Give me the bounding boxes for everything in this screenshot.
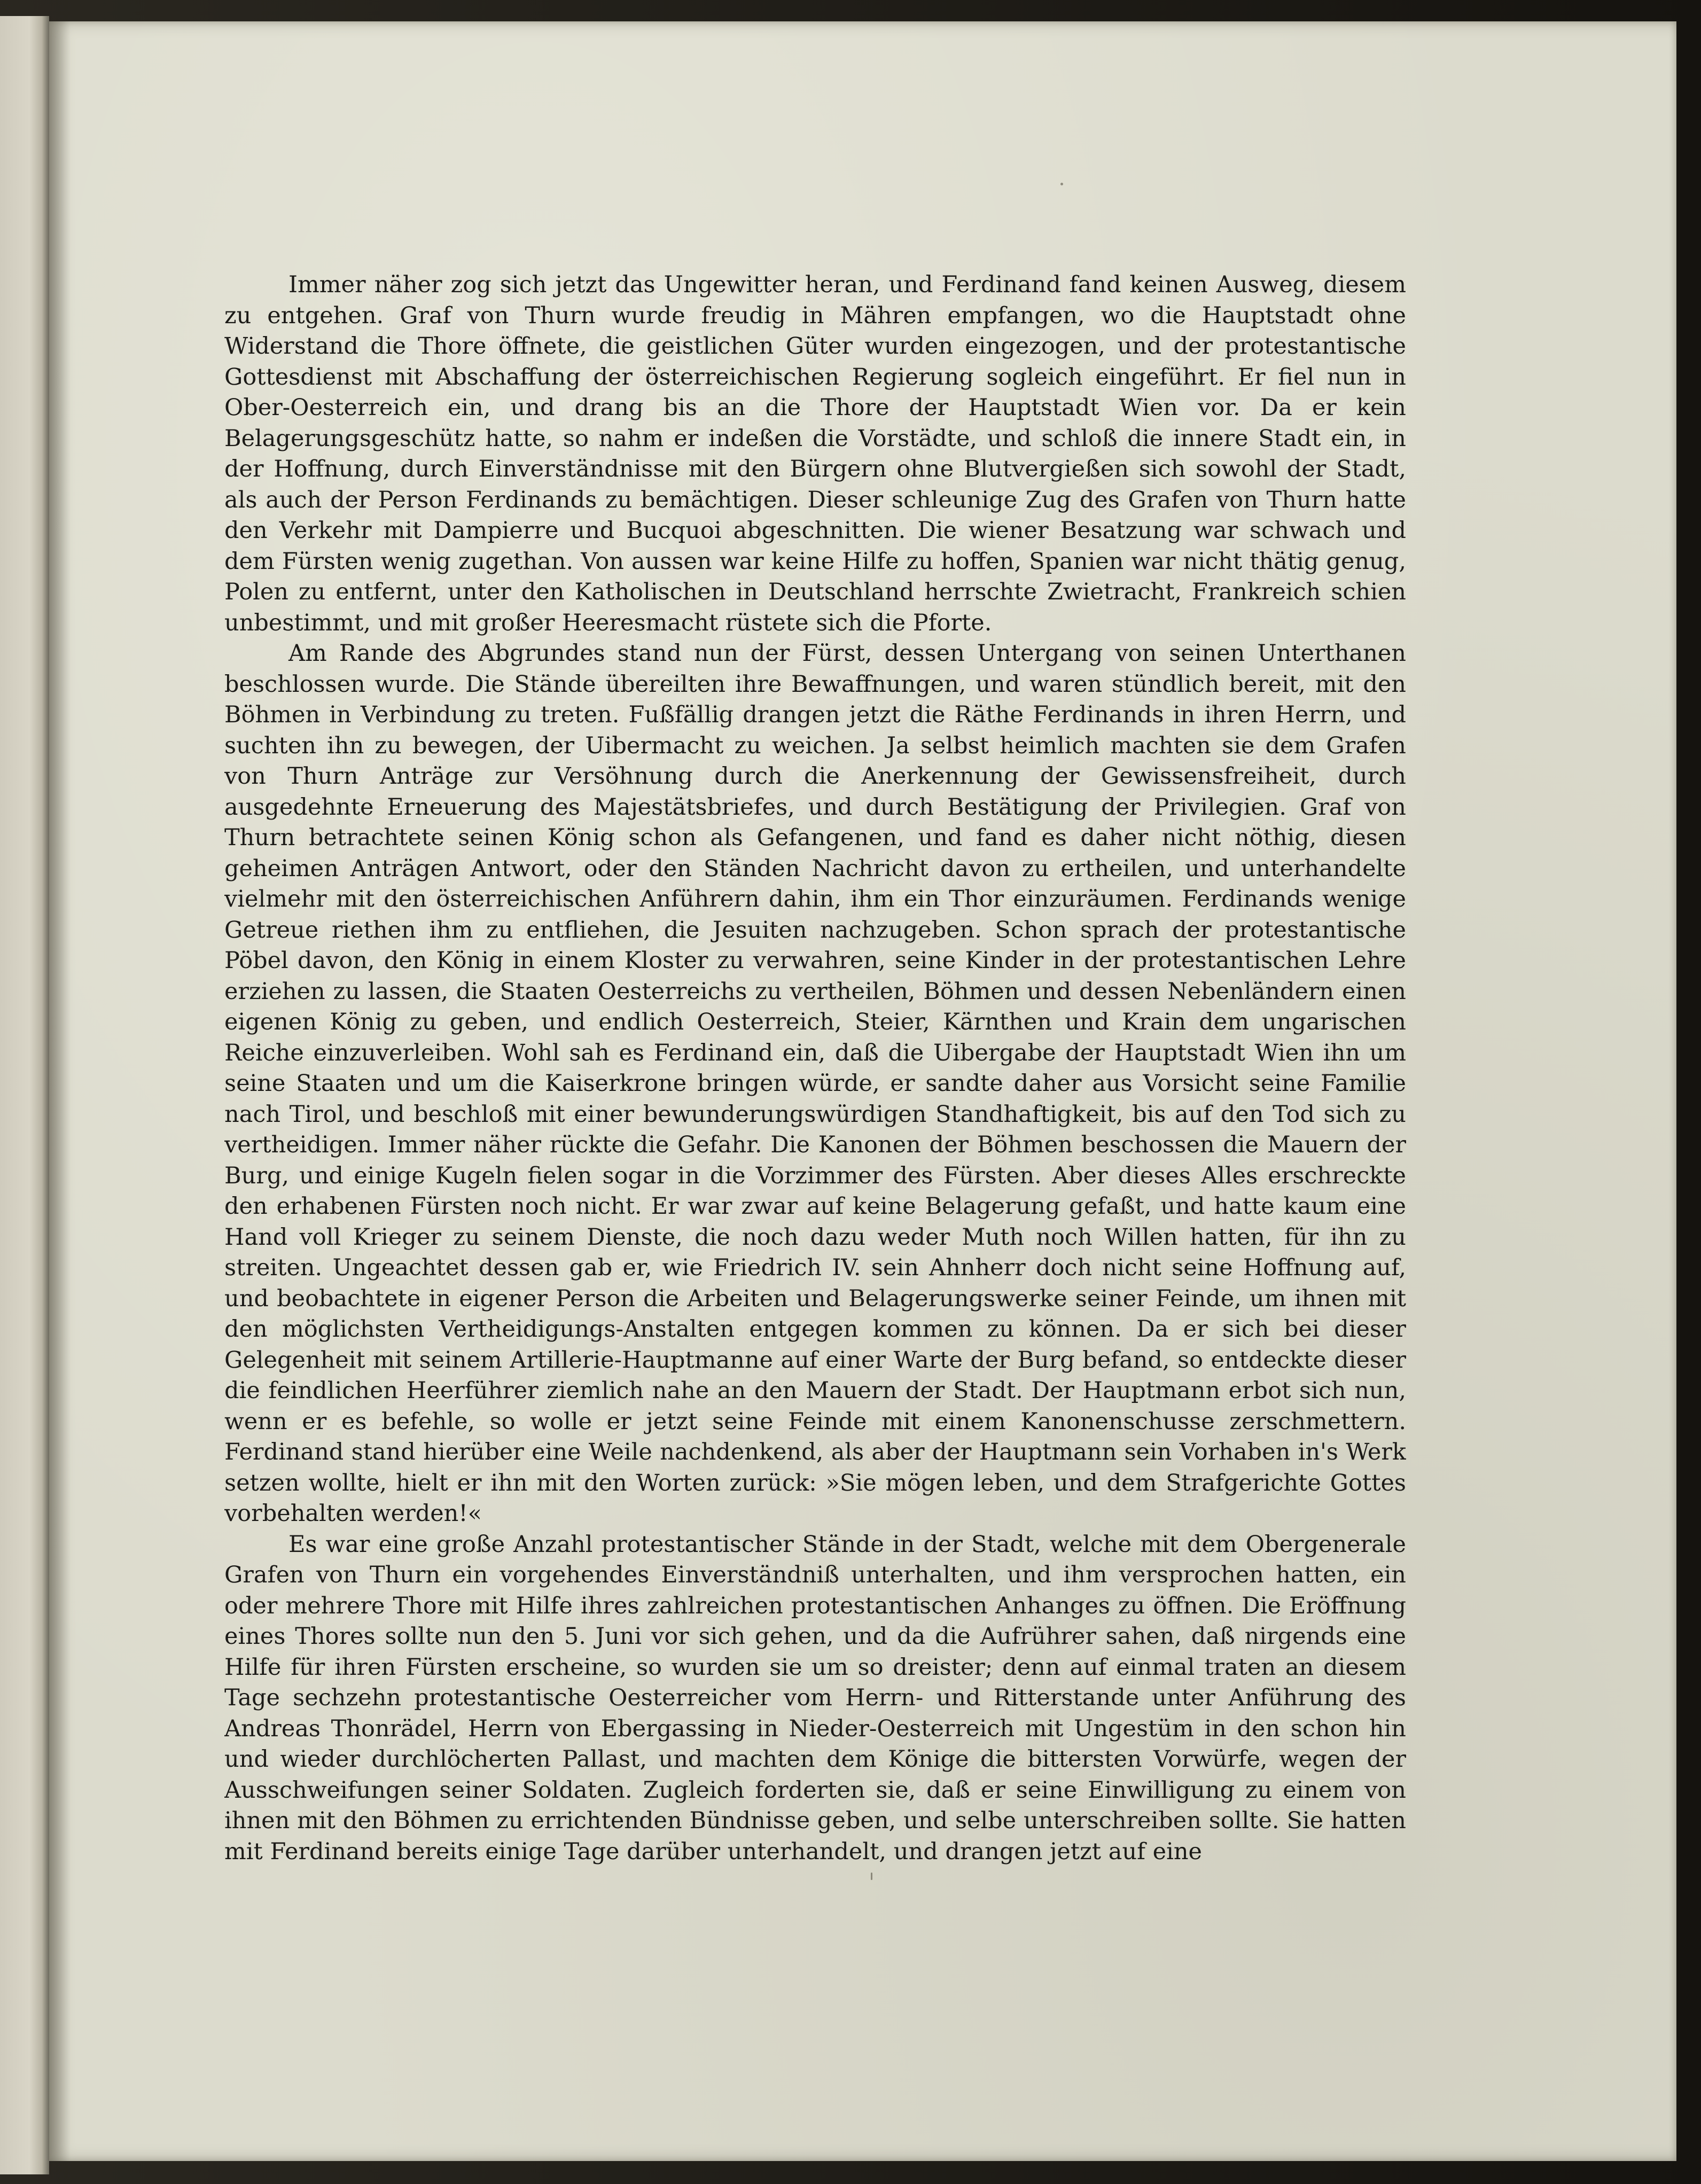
body-text (224, 270, 1406, 1867)
paper-speck (871, 1873, 872, 1880)
paper-speck (1060, 183, 1063, 185)
binding-gutter-shadow (49, 21, 71, 2161)
paragraph-3: Es war eine große Anzahl protestantischer Stände in der Stadt, welche mit dem Obergenerale Grafen von Thurn ein vorgehendes Einverständniß unterhalten, und ihm versprochen hatten, ein oder mehrere Thore mit Hilfe ihres zahlreichen protestantischen Anhanges zu öffnen. Die Eröffnung eines Thores sollte nun den 5. Juni vor sich gehen, und da die Aufrührer sahen, daß nirgends eine Hilfe für ihren Fürsten erscheine, so wurden sie um so dreister; denn auf einmal traten an diesem Tage sechzehn protestantische Oesterreicher vom Herrn- und Ritterstande unter Anführung des Andreas Thonrädel, Herrn von Ebergassing in Nieder-Oesterreich mit Ungestüm in den schon hin und wieder durchlöcherten Pallast, und machten dem Könige die bittersten Vorwürfe, wegen der Ausschweifungen seiner Soldaten. Zugleich forderten sie, daß er seine Einwilligung zu einem von ihnen mit den Böhmen zu errichtenden Bündnisse geben, und selbe unterschreiben sollte. Sie hatten mit Ferdinand bereits einige Tage darüber unterhandelt, und drangen jetzt auf eine (224, 1531, 1406, 1865)
paragraph-2: Am Rande des Abgrundes stand nun der Fürst, dessen Untergang von seinen Unterthanen beschlossen wurde. Die Stände übereilten ihre Bewaffnungen, und waren stündlich bereit, mit den Böhmen in Verbindung zu treten. Fußfällig drangen jetzt die Räthe Ferdinands in ihren Herrn, und suchten ihn zu bewegen, der Uibermacht zu weichen. Ja selbst heimlich machten sie dem Grafen von Thurn Anträge zur Versöhnung durch die Anerkennung der Gewissensfreiheit, durch ausgedehnte Erneuerung des Majestätsbriefes, und durch Bestätigung der Privilegien. Graf von Thurn betrachtete seinen König schon als Gefangenen, und fand es daher nicht nöthig, diesen geheimen Anträgen Antwort, oder den Ständen Nachricht davon zu ertheilen, und unterhandelte vielmehr mit den österreichischen Anführern dahin, ihm ein Thor einzuräumen. Ferdinands wenige Getreue riethen ihm zu entfliehen, die Jesuiten nachzugeben. Schon sprach der protestantische Pöbel davon, den König in einem Kloster zu verwahren, seine Kinder in der protestantischen Lehre erziehen zu lassen, die Staaten Oesterreichs zu vertheilen, Böhmen und dessen Nebenländern einen eigenen König zu geben, und endlich Oesterreich, Steier, Kärnthen und Krain dem ungarischen Reiche einzuverleiben. Wohl sah es Ferdinand ein, daß die Uibergabe der Hauptstadt Wien ihn um seine Staaten und um die Kaiserkrone bringen würde, er sandte daher aus Vorsicht seine Familie nach Tirol, und beschloß mit einer bewunderungswürdigen Standhaftigkeit, bis auf den Tod sich zu vertheidigen. Immer näher rückte die Gefahr. Die Kanonen der Böhmen beschossen die Mauern der Burg, und einige Kugeln fielen sogar in die Vorzimmer des Fürsten. Aber dieses Alles erschreckte den erhabenen Fürsten noch nicht. Er war zwar auf keine Belagerung gefaßt, und hatte kaum eine Hand voll Krieger zu seinem Dienste, die noch dazu weder Muth noch Willen hatten, für ihn zu streiten. Ungeachtet dessen gab er, wie Friedrich IV. sein Ahnherr doch nicht seine Hoffnung auf, und beobachtete in eigener Person die Arbeiten und Belagerungswerke seiner Feinde, um ihnen mit den möglichsten Vertheidigungs-Anstalten entgegen kommen zu können. Da er sich bei dieser Gelegenheit mit seinem Artillerie-Hauptmanne auf einer Warte der Burg befand, so entdeckte dieser die feindlichen Heerführer ziemlich nahe an den Mauern der Stadt. Der Hauptmann erbot sich nun, wenn er es befehle, so wolle er jetzt seine Feinde mit einem Kanonenschusse zerschmettern. Ferdinand stand hierüber eine Weile nachdenkend, als aber der Hauptmann sein Vorhaben in's Werk setzen wollte, hielt er ihn mit den Worten zurück: »Sie mögen leben, und dem Strafgerichte Gottes vorbehalten werden!« (224, 640, 1406, 1527)
facing-page-edge (0, 16, 49, 2174)
paragraph-1: Immer näher zog sich jetzt das Ungewitter heran, und Ferdinand fand keinen Ausweg, diesem zu entgehen. Graf von Thurn wurde freudig in Mähren empfangen, wo die Hauptstadt ohne Widerstand die Thore öffnete, die geistlichen Güter wurden eingezogen, und der protestantische Gottesdienst mit Abschaffung der österreichischen Regierung sogleich eingeführt. Er fiel nun in Ober-Oesterreich ein, und drang bis an die Thore der Hauptstadt Wien vor. Da er kein Belagerungsgeschütz hatte, so nahm er indeßen die Vorstädte, und schloß die innere Stadt ein, in der Hoffnung, durch Einverständnisse mit den Bürgern ohne Blutvergießen sich sowohl der Stadt, als auch der Person Ferdinands zu bemächtigen. Dieser schleunige Zug des Grafen von Thurn hatte den Verkehr mit Dampierre und Bucquoi abgeschnitten. Die wiener Besatzung war schwach und dem Fürsten wenig zugethan. Von aussen war keine Hilfe zu hoffen, Spanien war nicht thätig genug, Polen zu entfernt, unter den Katholischen in Deutschland herrschte Zwietracht, Frankreich schien unbestimmt, und mit großer Heeresmacht rüstete sich die Pforte. (224, 271, 1406, 636)
